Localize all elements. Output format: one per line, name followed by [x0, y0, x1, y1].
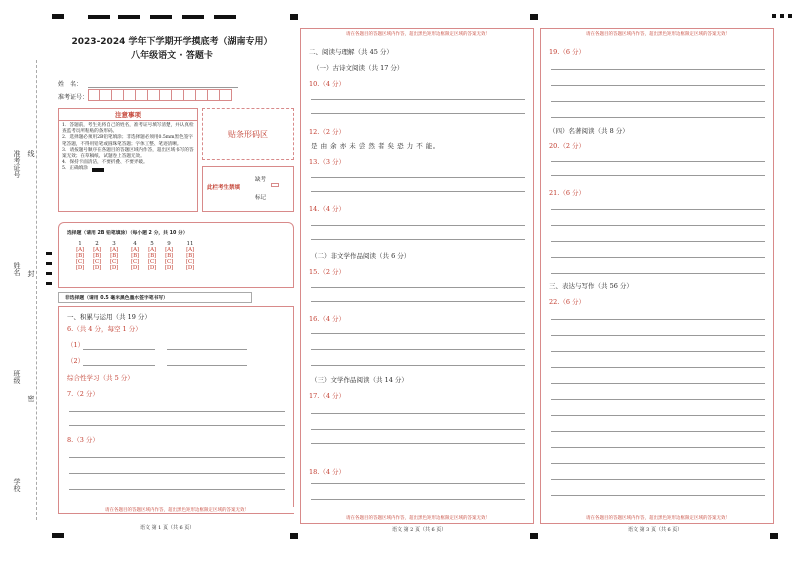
- choice-option[interactable]: [A]: [76, 247, 84, 253]
- question-label: 6.（共 4 分，每空 1 分）: [67, 325, 142, 333]
- choice-option[interactable]: [C]: [93, 259, 101, 265]
- side-label-feng: 封: [27, 270, 35, 277]
- answer-line[interactable]: [311, 177, 525, 178]
- id-digit-box[interactable]: [136, 89, 148, 101]
- barcode-label: 贴条形码区: [228, 129, 268, 139]
- registration-mark: [788, 14, 792, 18]
- warning-text: 请在各题目的答题区域内作答，超出黑色矩形边框限定区域的答案无效！: [59, 507, 295, 513]
- answer-area-col3[interactable]: [540, 28, 774, 524]
- answer-line[interactable]: [311, 499, 525, 500]
- question-number: 9: [167, 241, 171, 247]
- question-label: 8.（3 分）: [67, 436, 99, 444]
- id-digit-box[interactable]: [100, 89, 112, 101]
- notice-item: 2．选择题必须用2B铅笔填涂；非选择题必须用0.5mm黑色签字笔答题，不得用铅笔或圆珠笔答题；字体工整、笔迹清晰。: [62, 135, 193, 147]
- registration-mark: [290, 14, 298, 20]
- section-heading: （二）非文学作品阅读（共 6 分）: [311, 252, 411, 260]
- warning-text: 请在各题目的答题区域内作答，超出黑色矩形边框限定区域的答案无效！: [346, 32, 490, 37]
- question-text: 是 由 余 亦 未 尝 然 者 矣 恐 力 不 能。: [311, 142, 440, 150]
- id-digit-box[interactable]: [148, 89, 160, 101]
- answer-line[interactable]: [551, 447, 765, 448]
- answer-line[interactable]: [551, 175, 765, 176]
- answer-line[interactable]: [551, 415, 765, 416]
- choice-option[interactable]: [A]: [93, 247, 101, 253]
- registration-mark: [530, 533, 538, 539]
- id-digit-box[interactable]: [124, 89, 136, 101]
- choice-option[interactable]: [D]: [185, 265, 195, 271]
- notice-title: 注意事项: [59, 109, 197, 121]
- choice-option[interactable]: [D]: [130, 265, 140, 271]
- question-number: 11: [186, 241, 194, 247]
- answer-line[interactable]: [69, 425, 285, 426]
- question-number: 3: [112, 241, 116, 247]
- answer-line[interactable]: [551, 273, 765, 274]
- id-digit-box[interactable]: [112, 89, 124, 101]
- side-label-mi: 密: [27, 395, 35, 402]
- id-digit-box[interactable]: [160, 89, 172, 101]
- question-label: 22.（6 分）: [549, 298, 586, 306]
- answer-line[interactable]: [551, 101, 765, 102]
- answer-line[interactable]: [551, 399, 765, 400]
- answer-line[interactable]: [311, 287, 525, 288]
- answer-line[interactable]: [69, 489, 285, 490]
- answer-line[interactable]: [551, 351, 765, 352]
- answer-line[interactable]: [551, 225, 765, 226]
- absent-text: 标记: [255, 195, 267, 201]
- notice-item: 4．保持卡面清洁，不要折叠、不要弄破。: [62, 160, 148, 166]
- registration-mark: [530, 14, 538, 20]
- choice-option[interactable]: [D]: [147, 265, 157, 271]
- choice-option[interactable]: [B]: [76, 253, 84, 259]
- question-label: 13.（3 分）: [309, 158, 346, 166]
- answer-line[interactable]: [551, 117, 765, 118]
- registration-mark: [214, 15, 236, 19]
- id-label: 准考证号：: [58, 94, 89, 101]
- binding-line: [36, 60, 37, 520]
- id-digit-box[interactable]: [196, 89, 208, 101]
- question-label: 19.（6 分）: [549, 48, 586, 56]
- choice-title: 选择题（请用 2B 铅笔填涂）（每小题 2 分，共 10 分）: [67, 231, 188, 236]
- answer-line[interactable]: [311, 113, 525, 114]
- choice-option[interactable]: [A]: [110, 247, 118, 253]
- id-digit-box[interactable]: [172, 89, 184, 101]
- nonchoice-title: 非选择题（请用 0.5 毫米黑色墨水签字笔书写）: [65, 296, 168, 301]
- choice-option[interactable]: [B]: [131, 253, 139, 259]
- exam-title: 2023-2024 学年下学期开学摸底考（湖南专用）: [71, 37, 273, 47]
- registration-mark: [118, 15, 140, 19]
- side-label-school: 学校: [13, 478, 21, 492]
- answer-line[interactable]: [69, 411, 285, 412]
- question-label: 12.（2 分）: [309, 128, 346, 136]
- answer-line[interactable]: [551, 367, 765, 368]
- answer-line[interactable]: [311, 99, 525, 100]
- answer-line[interactable]: [69, 473, 285, 474]
- question-label: 17.（4 分）: [309, 392, 346, 400]
- answer-line[interactable]: [551, 85, 765, 86]
- question-number: 1: [78, 241, 82, 247]
- question-label: （1）: [67, 341, 85, 349]
- choice-option[interactable]: [D]: [92, 265, 102, 271]
- question-label: 21.（6 分）: [549, 189, 586, 197]
- answer-line[interactable]: [551, 495, 765, 496]
- answer-line[interactable]: [551, 383, 765, 384]
- answer-line[interactable]: [551, 161, 765, 162]
- answer-line[interactable]: [311, 443, 525, 444]
- answer-line[interactable]: [551, 479, 765, 480]
- id-digit-box[interactable]: [208, 89, 220, 101]
- choice-option[interactable]: [C]: [186, 259, 194, 265]
- answer-line[interactable]: [311, 333, 525, 334]
- side-label-id: 准考证号: [13, 150, 21, 178]
- absent-checkbox[interactable]: [271, 183, 279, 187]
- answer-line[interactable]: [311, 225, 525, 226]
- question-number: 4: [133, 241, 137, 247]
- section-heading: （一）古诗文阅读（共 17 分）: [313, 64, 404, 72]
- side-label-name: 姓名: [13, 262, 21, 276]
- answer-line[interactable]: [83, 365, 155, 366]
- answer-line[interactable]: [311, 239, 525, 240]
- answer-line[interactable]: [311, 301, 525, 302]
- choice-option[interactable]: [C]: [76, 259, 84, 265]
- notice-box: [58, 108, 198, 212]
- registration-mark: [182, 15, 204, 19]
- choice-option[interactable]: [D]: [164, 265, 174, 271]
- warning-text: 请在各题目的答题区域内作答，超出黑色矩形边框限定区域的答案无效！: [586, 32, 730, 37]
- exam-subtitle: 八年级语文 · 答题卡: [131, 51, 213, 61]
- warning-text: 请在各题目的答题区域内作答，超出黑色矩形边框限定区域的答案无效！: [586, 516, 730, 521]
- question-label: 10.（4 分）: [309, 80, 346, 88]
- answer-line[interactable]: [551, 319, 765, 320]
- side-marker: [46, 262, 52, 265]
- section-heading: （三）文学作品阅读（共 14 分）: [311, 376, 408, 384]
- choice-option[interactable]: [C]: [148, 259, 156, 265]
- answer-line[interactable]: [551, 257, 765, 258]
- answer-line[interactable]: [311, 483, 525, 484]
- section-heading: 三、表达与写作（共 56 分）: [549, 282, 633, 290]
- question-label: 20.（2 分）: [549, 142, 586, 150]
- choice-option[interactable]: [D]: [75, 265, 85, 271]
- registration-mark: [770, 533, 778, 539]
- choice-option[interactable]: [A]: [186, 247, 194, 253]
- notice-item: 1．答题前，考生先将自己的姓名，准考证号填写清楚，并认真检查监考员所粘贴的条形码。: [62, 123, 194, 135]
- nonchoice-bar: [58, 292, 252, 303]
- choice-option[interactable]: [B]: [165, 253, 173, 259]
- answer-line[interactable]: [311, 191, 525, 192]
- choice-option[interactable]: [A]: [131, 247, 139, 253]
- answer-line[interactable]: [551, 463, 765, 464]
- name-label: 姓 名：: [58, 81, 83, 88]
- choice-option[interactable]: [D]: [109, 265, 119, 271]
- registration-mark: [52, 14, 64, 19]
- answer-line[interactable]: [83, 349, 155, 350]
- answer-line[interactable]: [551, 69, 765, 70]
- page-footer: 语文 第 2 页（共 6 页）: [392, 527, 447, 533]
- answer-line[interactable]: [551, 209, 765, 210]
- absent-label: 此栏考生禁填: [207, 185, 241, 191]
- answer-line[interactable]: [167, 365, 247, 366]
- choice-option[interactable]: [A]: [165, 247, 173, 253]
- id-digit-box[interactable]: [184, 89, 196, 101]
- choice-section: [58, 222, 294, 288]
- question-label: 14.（4 分）: [309, 205, 346, 213]
- question-label: 18.（4 分）: [309, 468, 346, 476]
- side-label-xian: 线: [27, 150, 35, 157]
- registration-mark: [150, 15, 172, 19]
- registration-mark: [772, 14, 776, 18]
- page-footer: 语文 第 1 页（共 6 页）: [140, 525, 195, 531]
- id-digit-box[interactable]: [220, 89, 232, 101]
- choice-option[interactable]: [B]: [93, 253, 101, 259]
- choice-option[interactable]: [C]: [165, 259, 173, 265]
- id-digit-box[interactable]: [88, 89, 100, 101]
- barcode-area: [202, 108, 294, 160]
- answer-line[interactable]: [551, 241, 765, 242]
- side-marker: [46, 272, 52, 275]
- choice-option[interactable]: [C]: [110, 259, 118, 265]
- answer-line[interactable]: [551, 335, 765, 336]
- side-label-class: 班级: [13, 370, 21, 384]
- notice-item: 5．正确填涂: [62, 166, 88, 172]
- question-number: 5: [150, 241, 154, 247]
- section-heading: 综合性学习（共 5 分）: [67, 374, 134, 382]
- question-label: 7.（2 分）: [67, 390, 99, 398]
- question-label: （2）: [67, 357, 85, 365]
- absent-box: [202, 166, 294, 212]
- side-marker: [46, 252, 52, 255]
- notice-item: 3．请按题号顺序在各题目的答题区域内作答，超出区域书写的答案无效；在草稿纸、试题卷上答题无效。: [62, 147, 194, 160]
- choice-grid: [73, 241, 197, 271]
- section-heading: 一、积累与运用（共 19 分）: [67, 313, 151, 321]
- page-footer: 语文 第 3 页（共 6 页）: [628, 527, 683, 533]
- choice-option[interactable]: [A]: [148, 247, 156, 253]
- answer-line[interactable]: [551, 431, 765, 432]
- registration-mark: [290, 533, 298, 539]
- answer-line[interactable]: [69, 457, 285, 458]
- registration-mark: [52, 533, 64, 538]
- question-number: 2: [95, 241, 99, 247]
- choice-option[interactable]: [B]: [148, 253, 156, 259]
- registration-mark: [780, 14, 784, 18]
- registration-mark: [88, 15, 110, 19]
- answer-area-col1[interactable]: [58, 306, 294, 514]
- warning-text: 请在各题目的答题区域内作答，超出黑色矩形边框限定区域的答案无效！: [346, 516, 490, 521]
- question-label: 16.（4 分）: [309, 315, 346, 323]
- filled-sample-icon: [92, 168, 104, 172]
- answer-line[interactable]: [311, 365, 525, 366]
- answer-area-col2[interactable]: [300, 28, 534, 524]
- answer-line[interactable]: [311, 349, 525, 350]
- question-label: 15.（2 分）: [309, 268, 346, 276]
- answer-line[interactable]: [167, 349, 247, 350]
- section-heading: （四）名著阅读（共 8 分）: [549, 127, 629, 135]
- choice-option[interactable]: [C]: [131, 259, 139, 265]
- answer-line[interactable]: [311, 413, 525, 414]
- section-heading: 二、阅读与理解（共 45 分）: [309, 48, 393, 56]
- absent-text: 缺考: [255, 177, 267, 183]
- choice-option[interactable]: [B]: [110, 253, 118, 259]
- choice-option[interactable]: [B]: [186, 253, 194, 259]
- name-field[interactable]: [88, 87, 238, 88]
- answer-line[interactable]: [311, 429, 525, 430]
- side-marker: [46, 282, 52, 285]
- id-boxes[interactable]: [88, 89, 232, 101]
